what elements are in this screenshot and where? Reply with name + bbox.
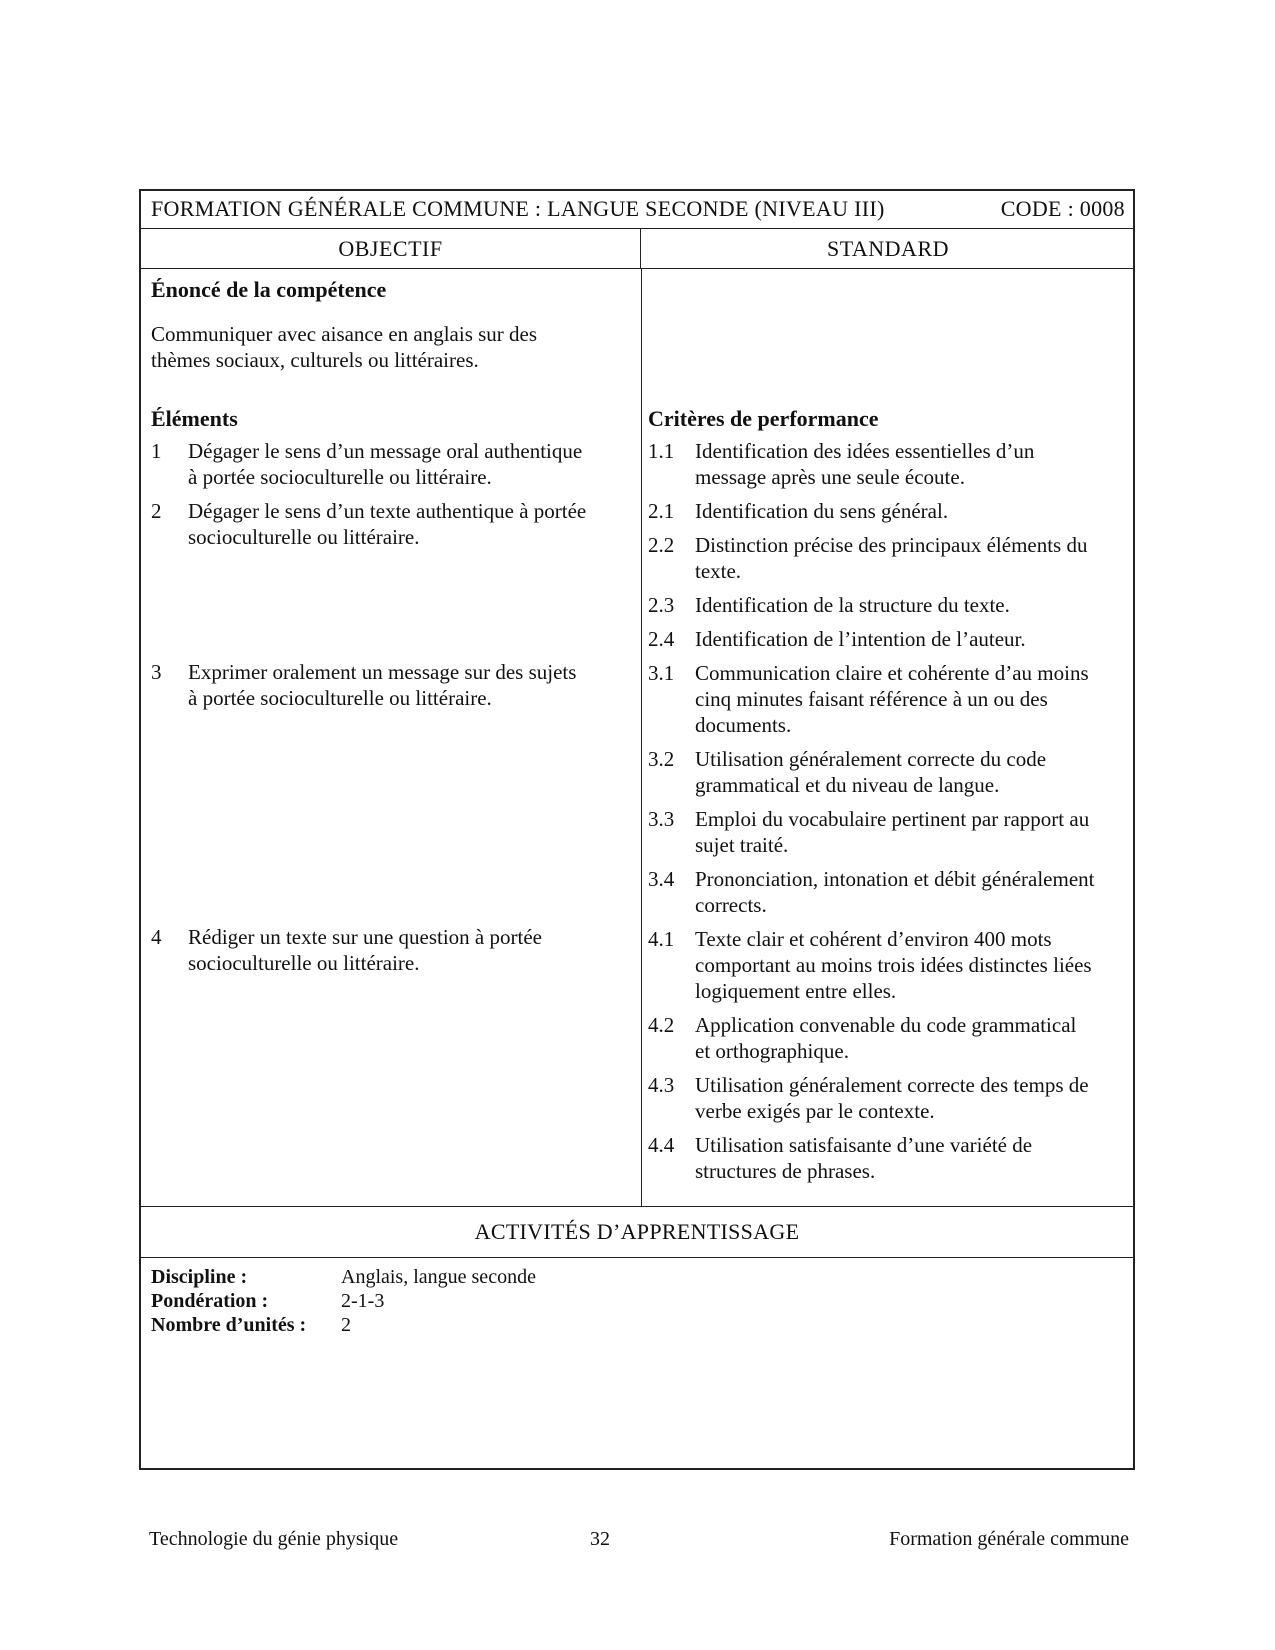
criterion-text-line: texte. xyxy=(695,559,742,583)
criterion-number: 2.2 xyxy=(648,533,675,557)
meta-value: 2-1-3 xyxy=(341,1290,385,1312)
competence-heading: Énoncé de la compétence xyxy=(151,277,387,302)
criterion-number: 2.1 xyxy=(648,499,675,523)
element-text-line: Dégager le sens d’un texte authentique à portée xyxy=(188,499,587,523)
meta-label: Nombre d’unités : xyxy=(151,1314,307,1336)
criterion-text-line: Emploi du vocabulaire pertinent par rapport au xyxy=(695,807,1090,831)
element-text-line: Rédiger un texte sur une question à portée xyxy=(188,925,542,949)
criterion-number: 4.3 xyxy=(648,1073,675,1097)
criterion-text-line: cinq minutes faisant référence à un ou des xyxy=(695,687,1048,711)
column-divider xyxy=(641,269,642,1206)
element-text-line: socioculturelle ou littéraire. xyxy=(188,951,420,975)
criterion-number: 3.4 xyxy=(648,867,675,891)
footer-page-number: 32 xyxy=(590,1528,610,1550)
competence-code: CODE : 0008 xyxy=(1000,196,1125,221)
criterion-text-line: verbe exigés par le contexte. xyxy=(695,1099,935,1123)
criterion-text-line: Identification des idées essentielles d’un xyxy=(695,439,1035,463)
criterion-text-line: Identification de l’intention de l’auteur. xyxy=(695,627,1026,651)
criterion-text-line: Identification du sens général. xyxy=(695,499,949,523)
table-title: FORMATION GÉNÉRALE COMMUNE : LANGUE SECONDE (NIVEAU III) xyxy=(151,196,885,221)
criterion-text-line: Distinction précise des principaux éléments du xyxy=(695,533,1088,557)
competence-table xyxy=(139,189,1135,1470)
competence-text-line2: thèmes sociaux, culturels ou littéraires. xyxy=(151,348,479,372)
criteria-heading: Critères de performance xyxy=(648,406,879,431)
criterion-number: 1.1 xyxy=(648,439,675,463)
element-text-line: socioculturelle ou littéraire. xyxy=(188,525,420,549)
elements-heading: Éléments xyxy=(151,406,238,431)
footer-program: Technologie du génie physique xyxy=(149,1528,399,1550)
criterion-text-line: Communication claire et cohérente d’au moins xyxy=(695,661,1089,685)
criterion-text-line: Identification de la structure du texte. xyxy=(695,593,1010,617)
element-number: 2 xyxy=(151,499,162,523)
column-header-objectif: OBJECTIF xyxy=(141,229,641,269)
criterion-text-line: Texte clair et cohérent d’environ 400 mots xyxy=(695,927,1052,951)
criterion-number: 2.4 xyxy=(648,627,675,651)
element-text-line: à portée socioculturelle ou littéraire. xyxy=(188,686,492,710)
column-header-standard: STANDARD xyxy=(641,229,1135,269)
criterion-text-line: Utilisation généralement correcte des temps de xyxy=(695,1073,1089,1097)
table-header-row xyxy=(141,191,1133,229)
criterion-number: 3.3 xyxy=(648,807,675,831)
element-number: 4 xyxy=(151,925,162,949)
criterion-text-line: logiquement entre elles. xyxy=(695,979,897,1003)
activities-title: ACTIVITÉS D’APPRENTISSAGE xyxy=(141,1206,1133,1258)
criterion-text-line: Application convenable du code grammatical xyxy=(695,1013,1077,1037)
footer-section: Formation générale commune xyxy=(889,1528,1129,1550)
criterion-text-line: grammatical et du niveau de langue. xyxy=(695,773,1000,797)
criterion-text-line: Prononciation, intonation et débit généralement xyxy=(695,867,1095,891)
criterion-text-line: Utilisation généralement correcte du code xyxy=(695,747,1047,771)
criterion-text-line: Utilisation satisfaisante d’une variété de xyxy=(695,1133,1033,1157)
criterion-number: 3.2 xyxy=(648,747,675,771)
meta-value: 2 xyxy=(341,1314,351,1336)
competence-text-line1: Communiquer avec aisance en anglais sur des xyxy=(151,322,538,346)
element-number: 1 xyxy=(151,439,162,463)
criterion-text-line: et orthographique. xyxy=(695,1039,849,1063)
element-text-line: Exprimer oralement un message sur des sujets xyxy=(188,660,577,684)
criterion-number: 4.4 xyxy=(648,1133,675,1157)
element-text-line: à portée socioculturelle ou littéraire. xyxy=(188,465,492,489)
criterion-number: 4.2 xyxy=(648,1013,675,1037)
meta-label: Discipline : xyxy=(151,1266,248,1288)
element-number: 3 xyxy=(151,660,162,684)
criterion-text-line: message après une seule écoute. xyxy=(695,465,965,489)
meta-value: Anglais, langue seconde xyxy=(341,1266,536,1288)
criterion-text-line: structures de phrases. xyxy=(695,1159,876,1183)
criterion-number: 2.3 xyxy=(648,593,675,617)
criterion-text-line: corrects. xyxy=(695,893,767,917)
element-text-line: Dégager le sens d’un message oral authentique xyxy=(188,439,583,463)
criterion-number: 4.1 xyxy=(648,927,675,951)
criterion-text-line: comportant au moins trois idées distinctes liées xyxy=(695,953,1092,977)
criterion-text-line: documents. xyxy=(695,713,792,737)
meta-label: Pondération : xyxy=(151,1290,269,1312)
criterion-number: 3.1 xyxy=(648,661,675,685)
criterion-text-line: sujet traité. xyxy=(695,833,789,857)
